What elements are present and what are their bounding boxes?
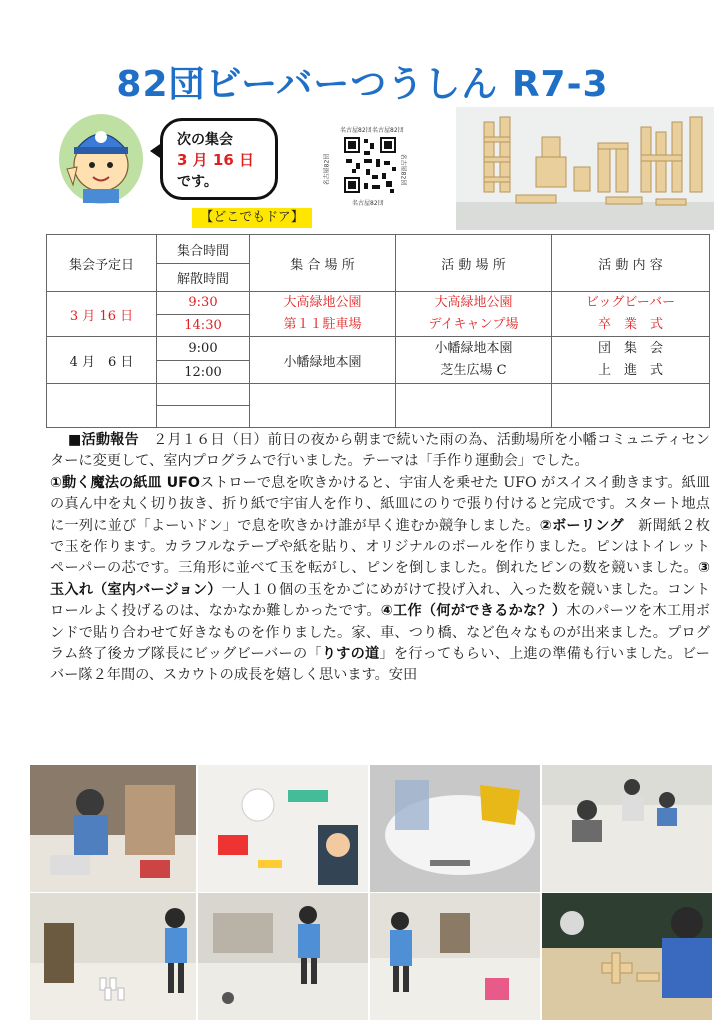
qr-pattern-icon	[342, 135, 398, 195]
row1-activity-place	[396, 292, 552, 337]
next-meeting-date: 3 月 16 日	[177, 151, 254, 169]
photo-bowling-throw	[198, 893, 368, 1020]
qr-label-bottom: 名古屋82団	[352, 200, 384, 207]
row3-activity-place	[396, 384, 552, 428]
row2-gather: 9:00	[157, 337, 250, 361]
row1-content	[552, 292, 710, 337]
schedule-table	[46, 234, 710, 428]
dokodemo-door-tag: 【どこでもドア】	[192, 208, 312, 228]
next-meeting-bubble	[160, 118, 278, 200]
row1-meeting-place-line1: 大高緑地公園	[283, 295, 362, 310]
table-row	[47, 337, 710, 361]
row1-gather: 9:30	[157, 292, 250, 315]
row2-meeting-place: 小幡緑地本園	[250, 337, 396, 384]
report-item3-text: 一人１０個の玉をかごにめがけて投げ入れ、入った数を競いました。コントロールよく投げるのは、なかなか難しかったです。	[50, 581, 710, 620]
row3-date	[47, 384, 157, 428]
mascot-illustration	[57, 107, 145, 205]
photo-wood-craft	[542, 893, 712, 1020]
report-item3-title: ③玉入れ（室内バージョン）	[50, 560, 710, 598]
table-row	[47, 292, 710, 315]
row3-gather	[157, 384, 250, 406]
next-meeting-suffix: です。	[177, 174, 218, 190]
photo-paper-plate-ufo	[370, 765, 540, 892]
row1-activity-place-line2: デイキャンプ場	[428, 317, 519, 332]
row1-date: 3 月 16 日	[47, 292, 157, 337]
qr-label-top-left: 名古屋82団	[340, 127, 372, 134]
qr-label-top-right: 名古屋82団	[372, 127, 404, 134]
header-meeting-place: 集 合 場 所	[250, 235, 396, 292]
photo-craft-table	[198, 765, 368, 892]
photo-ball-toss	[370, 893, 540, 1020]
report-item4-title: ④工作（何ができるかな？）	[380, 603, 567, 620]
row1-meeting-place	[250, 292, 396, 337]
report-item4-bold: りすの道	[321, 646, 380, 663]
photo-children-crafting	[30, 765, 196, 892]
row1-content-line2: 卒 業 式	[597, 317, 663, 332]
next-meeting-label: 次の集会	[177, 132, 233, 148]
header-activity-place: 活 動 場 所	[396, 235, 552, 292]
row2-content-line1: 団 集 会	[597, 341, 663, 356]
row2-date: 4 月 6 日	[47, 337, 157, 384]
row2-dismiss: 12:00	[157, 361, 250, 384]
report-item1-title: ①動く魔法の紙皿 UFO	[50, 474, 200, 491]
row1-activity-place-line1: 大高緑地公園	[434, 295, 513, 310]
header-dismiss-time: 解散時間	[157, 264, 250, 292]
report-item2-text: 新聞紙２枚で玉を作ります。カラフルなテープや紙を貼り、オリジナルのボールを作りました。ピンはトイレットペーパーの芯です。三角形に並べて玉を転がし、ピンを倒しました。倒れたピンの数を競いました。	[50, 517, 710, 577]
header-date: 集会予定日	[47, 235, 157, 292]
row3-dismiss	[157, 406, 250, 428]
row1-content-line1: ビッグビーバー	[585, 295, 676, 310]
row2-activity-place-line2: 芝生広場 C	[440, 363, 507, 378]
qr-label-side-left: 名古屋82団	[323, 153, 331, 186]
activity-report	[50, 430, 710, 687]
qr-code[interactable]	[323, 125, 408, 207]
row2-content	[552, 337, 710, 384]
row2-activity-place-line1: 小幡緑地本園	[434, 341, 513, 356]
row2-content-line2: 上 進 式	[597, 363, 663, 378]
header-activity-content: 活 動 内 容	[552, 235, 710, 292]
photo-bowling-pins	[30, 893, 196, 1020]
row3-content	[552, 384, 710, 428]
row2-activity-place	[396, 337, 552, 384]
report-heading: ■活動報告	[68, 432, 139, 448]
row3-meeting-place	[250, 384, 396, 428]
report-intro: ２月１６日（日）前日の夜から朝まで続いた雨の為、活動場所を小幡コミュニティセンターに変更して、室内プログラムで行いました。テーマは「手作り運動会」でした。	[50, 432, 710, 470]
photo-floor-race	[542, 765, 712, 892]
table-row	[47, 384, 710, 406]
report-item4-end: 」を行ってもらい、上進の準備も行いました。ビーバー隊２年間の、スカウトの成長を嬉しく思います。安田	[50, 646, 710, 684]
wooden-blocks-photo	[456, 107, 714, 230]
report-item1-text: ストローで息を吹きかけると、宇宙人を乗せた UFO がスイスイ動きます。紙皿の真ん中を丸く切り抜き、折り紙で宇宙人を作り、紙皿にのりで張り付けると完成です。スタート地点に一列に並び「よーいドン」で息を吹きかけ誰が早く進むか競争しました。	[50, 474, 711, 534]
row1-meeting-place-line2: 第１１駐車場	[283, 317, 362, 332]
report-item2-title: ②ボーリング	[539, 517, 624, 534]
header-gather-time: 集合時間	[157, 235, 250, 264]
row1-dismiss: 14:30	[157, 314, 250, 337]
qr-label-side-right: 名古屋82団	[399, 153, 407, 186]
newsletter-title: 82団ビーバーつうしん R7-3	[116, 64, 609, 105]
report-item4-text: 木のパーツを木工用ボンドで貼り合わせて好きなものを作りました。家、車、つり橋、など色々なものが出来ました。プログラム終了後カブ隊長にビッグビーバーの「	[50, 603, 710, 663]
